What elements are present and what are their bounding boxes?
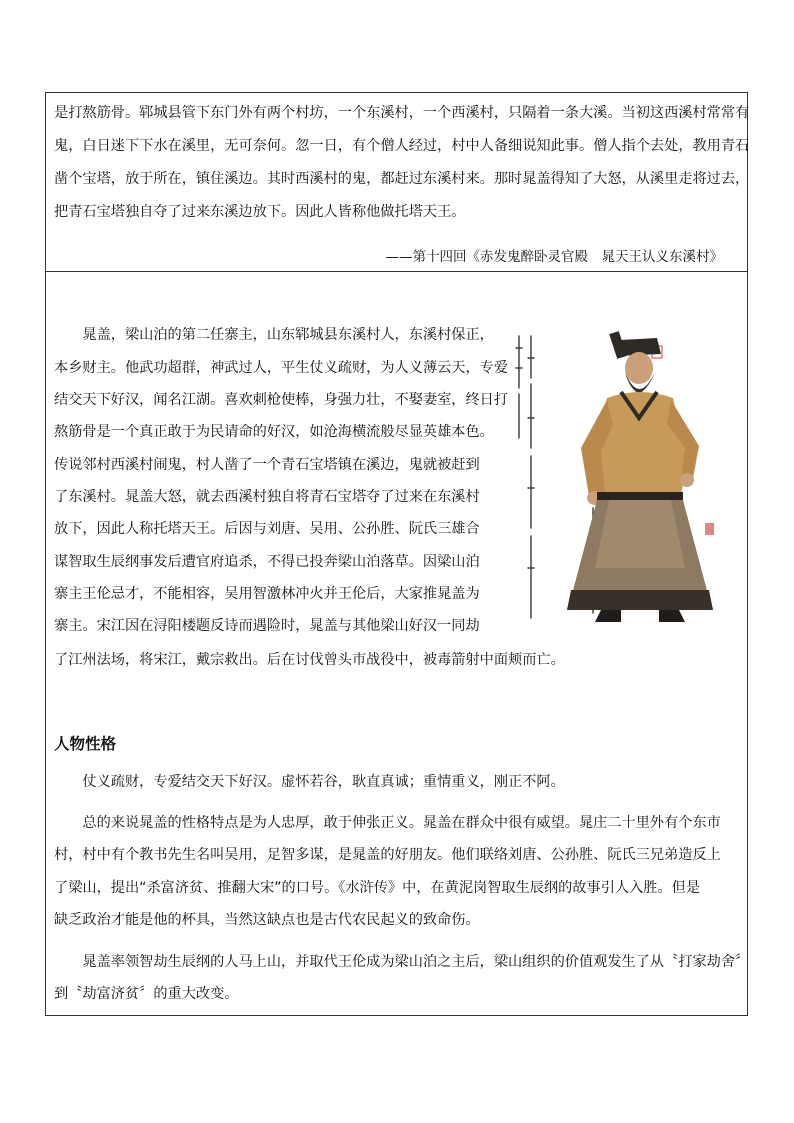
excerpt-cell [46,93,750,272]
bio-line: 寨主。宋江因在浔阳楼题反诗而遇险时，晁盖与其他梁山好汉一同劫 [54,618,480,634]
personality-line: 总的来说晁盖的性格特点是为人忠厚，敢于伸张正义。晁盖在群众中很有威望。晁庄二十里外有个东市 [54,815,721,831]
personality-line: 晁盖率领智劫生辰纲的人马上山，并取代王伦成为梁山泊之主后，梁山组织的价值观发生了从〝打家劫舍〞 [54,954,750,970]
personality-line: 到〝劫富济贫〞的重大改变。 [54,986,239,1002]
personality-line: 缺乏政治才能是他的杯具，当然这缺点也是古代农民起义的致命伤。 [54,912,480,928]
bio-line: 寨主王伦忌才，不能相容，吴用智激林冲火并王伦后，大家推晁盖为 [54,586,480,602]
content-table [45,92,748,1016]
bio-line: 了江州法场，将宋江，戴宗救出。后在讨伐曾头市战役中，被毒箭射中面颊而亡。 [54,652,565,668]
excerpt-line: 把青石宝塔独自夺了过来东溪边放下。因此人皆称他做托塔天王。 [54,204,466,220]
warrior-figure [567,331,713,622]
bio-line: 了东溪村。晁盖大怒，就去西溪村独自将青石宝塔夺了过来在东溪村 [54,489,480,505]
bio-line: 传说邻村西溪村闹鬼，村人凿了一个青石宝塔镇在溪边，鬼就被赶到 [54,457,480,473]
excerpt-source: ——第十四回《赤发鬼醉卧灵官殿 晁天王认义东溪村》 [385,249,723,265]
personality-line: 村，村中有个教书先生名叫吴用，足智多谋，是晁盖的好朋友。他们联络刘唐、公孙胜、阮氏三兄弟造反上 [54,847,721,863]
excerpt-line: 凿个宝塔，放于所在，镇住溪边。其时西溪村的鬼，都赶过东溪村来。那时晁盖得知了大怒，从溪里走将过去， [54,171,750,187]
bio-line: 本乡财主。他武功超群，神武过人，平生仗义疏财，为人义薄云天，专爱 [54,360,509,376]
personality-line: 了梁山，提出“杀富济贫、推翻大宋”的口号。《水浒传》中，在黄泥岗智取生辰纲的故事引人入胜。但是 [54,880,701,896]
chao-gai-portrait [509,328,727,628]
personality-paragraph: 仗义疏财，专爱结交天下好汉。虚怀若谷，耿直真诚；重情重义，刚正不阿。 [54,774,565,790]
seal-stamp [705,523,714,535]
bio-line: 熬筋骨是一个真正敢于为民请命的好汉，如沧海横流般尽显英雄本色。 [54,424,494,440]
bio-line: 放下，因此人称托塔天王。后因与刘唐、吴用、公孙胜、阮氏三雄合 [54,521,480,537]
excerpt-line: 鬼，白日迷下下水在溪里，无可奈何。忽一日，有个僧人经过，村中人备细说知此事。僧人指个去处，教用青石 [54,138,750,154]
bio-line: 谋智取生辰纲事发后遭官府追杀，不得已投奔梁山泊落草。因梁山泊 [54,554,480,570]
bio-line: 晁盖，梁山泊的第二任寨主，山东郓城县东溪村人，东溪村保正， [54,327,494,343]
excerpt-line: 是打熬筋骨。郓城县管下东门外有两个村坊，一个东溪村，一个西溪村，只隔着一条大溪。当初这西溪村常常有 [54,105,750,121]
bio-line: 结交天下好汉，闻名江湖。喜欢刺枪使棒，身强力壮，不娶妻室，终日打 [54,392,509,408]
section-heading-personality: 人物性格 [54,735,117,753]
